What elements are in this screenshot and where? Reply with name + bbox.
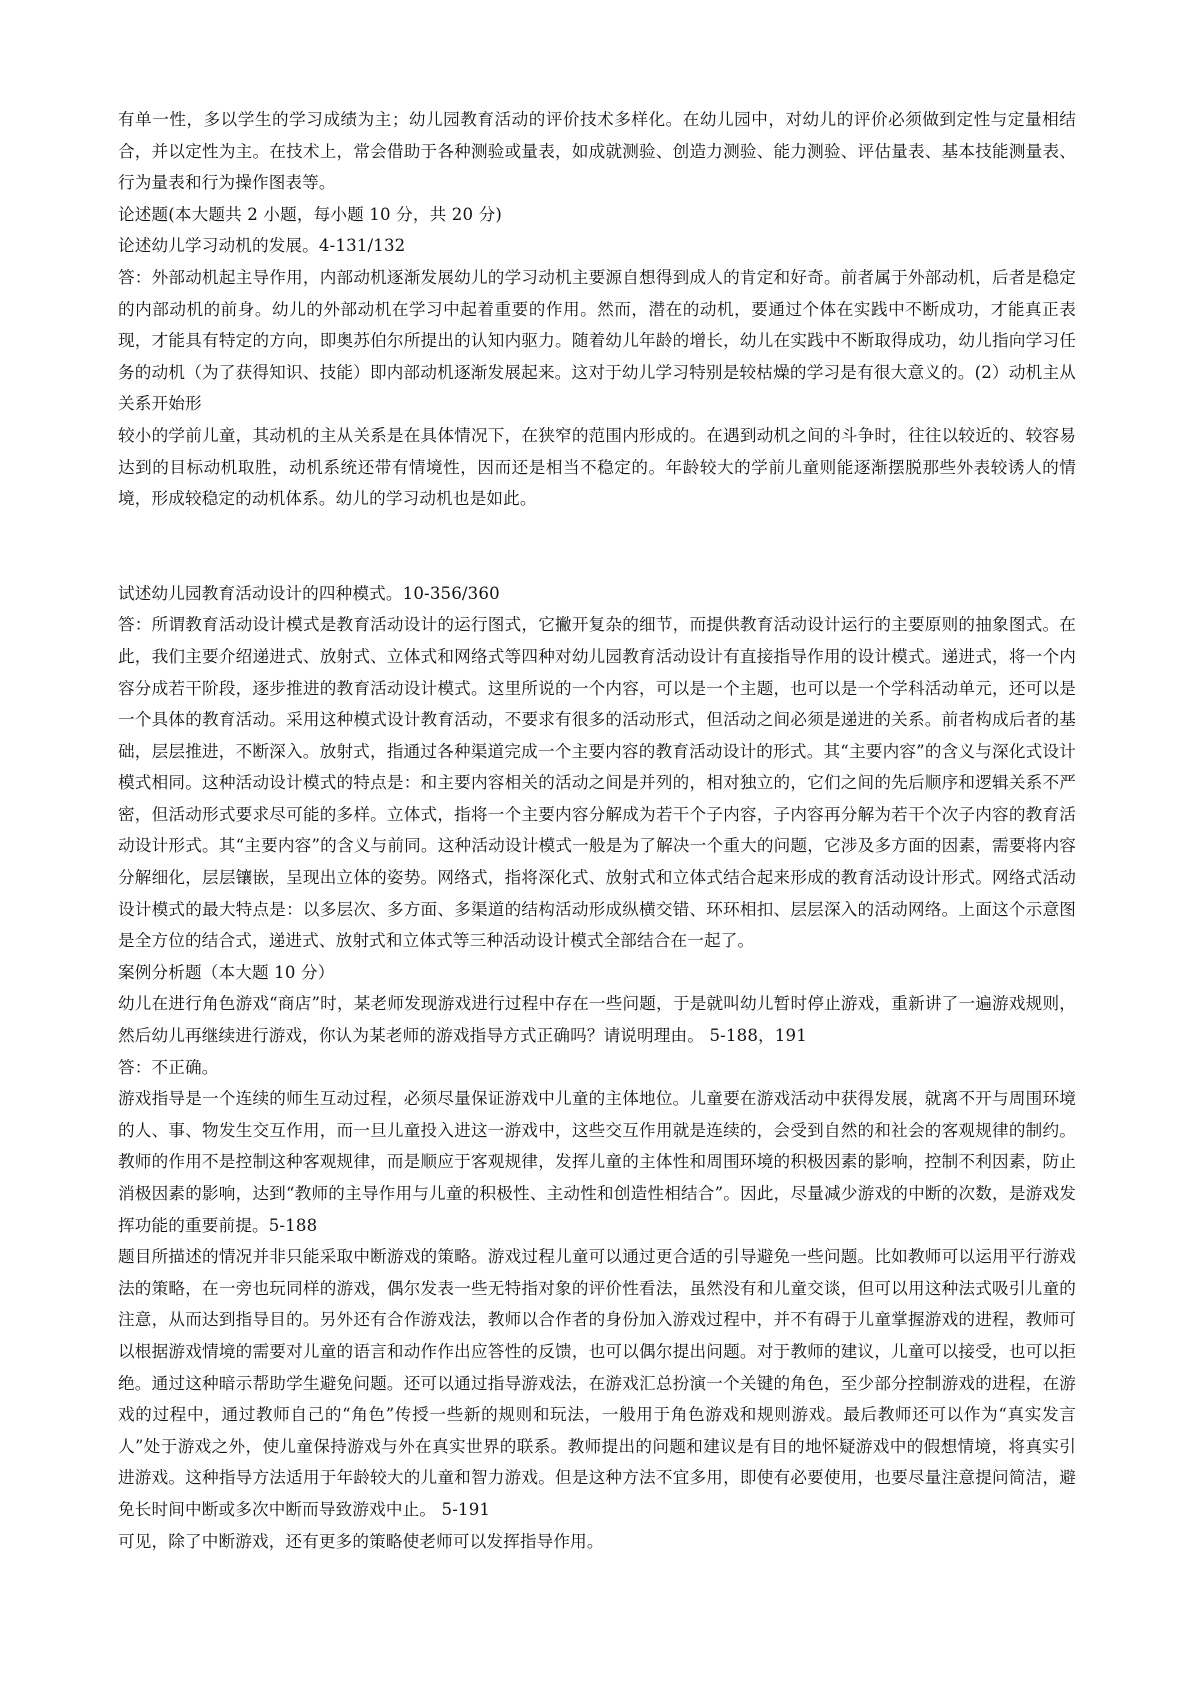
paragraph-motive-hierarchy: 较小的学前儿童，其动机的主从关系是在具体情况下，在狭窄的范围内形成的。在遇到动机之间的斗争时，往往以较近的、较容易达到的目标动机取胜，动机系统还带有情境性，因而还是相当不稳定的。年龄较大的学前儿童则能逐渐摆脱那些外表较诱人的情境，形成较稳定的动机体系。幼儿的学习动机也是如此。: [118, 425, 1076, 509]
answer-learning-motivation: 答：外部动机起主导作用，内部动机逐渐发展幼儿的学习动机主要源自想得到成人的肯定和好奇。前者属于外部动机，后者是稳定的内部动机的前身。幼儿的外部动机在学习中起着重要的作用。然而，潜在的动机，要通过个体在实践中不断成功，才能真正表现，才能具有特定的方向，即奥苏伯尔所提出的认知内驱力。随着幼儿年龄的增长，幼儿在实践中不断取得成功，幼儿指向学习任务的动机（为了获得知识、技能）即内部动机逐渐发展起来。这对于幼儿学习特别是较枯燥的学习是有很大意义的。(2）动机主从关系开始形: [118, 267, 1076, 414]
answer-design-modes: 答：所谓教育活动设计模式是教育活动设计的运行图式，它撇开复杂的细节，而提供教育活动设计运行的主要原则的抽象图式。在此，我们主要介绍递进式、放射式、立体式和网络式等四种对幼儿园教育活动设计有直接指导作用的设计模式。递进式，将一个内容分成若干阶段，逐步推进的教育活动设计模式。这里所说的一个内容，可以是一个主题，也可以是一个学科活动单元，还可以是一个具体的教育活动。采用这种模式设计教育活动，不要求有很多的活动形式，但活动之间必须是递进的关系。前者构成后者的基础，层层推进，不断深入。放射式，指通过各种渠道完成一个主要内容的教育活动设计的形式。其“主要内容”的含义与深化式设计模式相同。这种活动设计模式的特点是：和主要内容相关的活动之间是并列的，相对独立的，它们之间的先后顺序和逻辑关系不严密，但活动形式要求尽可能的多样。立体式，指将一个主要内容分解成为若干个子内容，子内容再分解为若干个次子内容的教育活动设计形式。其“主要内容”的含义与前同。这种活动设计模式一般是为了解决一个重大的问题，它涉及多方面的因素，需要将内容分解细化，层层镶嵌，呈现出立体的姿势。网络式，指将深化式、放射式和立体式结合起来形成的教育活动设计形式。网络式活动设计模式的最大特点是：以多层次、多方面、多渠道的结构活动形成纵横交错、环环相扣、层层深入的活动网络。上面这个示意图是全方位的结合式，递进式、放射式和立体式等三种活动设计模式全部结合在一起了。: [118, 615, 1076, 951]
answer-case-verdict: 答：不正确。: [118, 1057, 219, 1077]
paragraph-conclusion: 可见，除了中断游戏，还有更多的策略使老师可以发挥指导作用。: [118, 1531, 604, 1551]
document-page: [118, 104, 1076, 1557]
paragraph-evaluation-techniques: 有单一性，多以学生的学习成绩为主；幼儿园教育活动的评价技术多样化。在幼儿园中，对幼儿的评价必须做到定性与定量相结合，并以定性为主。在技术上，常会借助于各种测验或量表，如成就测验、创造力测验、能力测验、评估量表、基本技能测量表、行为量表和行为操作图表等。: [118, 110, 1076, 193]
question-design-modes: 试述幼儿园教育活动设计的四种模式。10-356/360: [118, 583, 500, 603]
paragraph-alternative-strategies: 题目所描述的情况并非只能采取中断游戏的策略。游戏过程儿童可以通过更合适的引导避免一些问题。比如教师可以运用平行游戏法的策略，在一旁也玩同样的游戏，偶尔发表一些无特指对象的评价性看法，虽然没有和儿童交谈，但可以用这种法式吸引儿童的注意，从而达到指导目的。另外还有合作游戏法，教师以合作者的身份加入游戏过程中，并不有碍于儿童掌握游戏的进程，教师可以根据游戏情境的需要对儿童的语言和动作作出应答性的反馈，也可以偶尔提出问题。对于教师的建议，儿童可以接受，也可以拒绝。通过这种暗示帮助学生避免问题。还可以通过指导游戏法，在游戏汇总扮演一个关键的角色，至少部分控制游戏的进程，在游戏的过程中，通过教师自己的“角色”传授一些新的规则和玩法，一般用于角色游戏和规则游戏。最后教师还可以作为“真实发言人”处于游戏之外，使儿童保持游戏与外在真实世界的联系。教师提出的问题和建议是有目的地怀疑游戏中的假想情境，将真实引进游戏。这种指导方法适用于年龄较大的儿童和智力游戏。但是这种方法不宜多用，即使有必要使用，也要尽量注意提问简洁，避免长时间中断或多次中断而导致游戏中止。 5-191: [118, 1247, 1076, 1519]
paragraph-spacer: [118, 515, 1076, 578]
section-heading-case-analysis: 案例分析题（本大题 10 分）: [118, 962, 335, 982]
question-learning-motivation: 论述幼儿学习动机的发展。4-131/132: [118, 236, 406, 256]
section-heading-essay-questions: 论述题(本大题共 2 小题，每小题 10 分，共 20 分): [118, 204, 502, 224]
paragraph-game-guidance: 游戏指导是一个连续的师生互动过程，必须尽量保证游戏中儿童的主体地位。儿童要在游戏活动中获得发展，就离不开与周围环境的人、事、物发生交互作用，而一旦儿童投入进这一游戏中，这些交互作用就是连续的，会受到自然的和社会的客观规律的制约。教师的作用不是控制这种客观规律，而是顺应于客观规律，发挥儿童的主体性和周围环境的积极因素的影响，控制不利因素，防止消极因素的影响，达到“教师的主导作用与儿童的积极性、主动性和创造性相结合”。因此，尽量减少游戏的中断的次数，是游戏发挥功能的重要前提。5-188: [118, 1089, 1076, 1235]
question-case-analysis: 幼儿在进行角色游戏“商店”时，某老师发现游戏进行过程中存在一些问题，于是就叫幼儿暂时停止游戏，重新讲了一遍游戏规则，然后幼儿再继续进行游戏，你认为某老师的游戏指导方式正确吗？请说明理由。 5-188，191: [118, 994, 1076, 1046]
